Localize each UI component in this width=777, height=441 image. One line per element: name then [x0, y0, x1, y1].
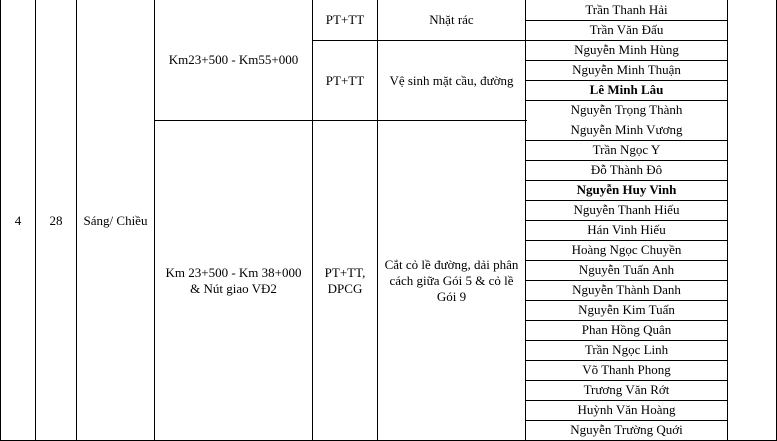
work-cell — [378, 121, 525, 441]
grid-line — [525, 220, 728, 221]
grid-line — [35, 0, 36, 441]
route-cell — [155, 0, 312, 120]
grid-line — [525, 420, 728, 421]
work-cell — [378, 0, 525, 40]
worker-name: Trương Văn Rớt — [583, 382, 670, 397]
grid-line — [154, 120, 527, 121]
unit-cell — [313, 41, 377, 120]
grid-line — [525, 80, 728, 81]
worker-name: Nguyễn Trường Quới — [570, 422, 683, 437]
worker-name: Võ Thanh Phong — [582, 362, 671, 377]
grid-line — [525, 160, 728, 161]
worker-name: Trần Ngọc Linh — [584, 342, 669, 357]
unit-cell — [313, 121, 377, 441]
work-text: Cắt cỏ lề đường, dải phân cách giữa Gói 5 & cỏ lề Gói 9 — [384, 257, 519, 304]
grid-line — [525, 200, 728, 201]
grid-line — [525, 360, 728, 361]
worker-name: Trần Thanh Hải — [585, 2, 668, 17]
grid-line — [525, 40, 728, 41]
unit-cell — [313, 0, 377, 40]
grid-line — [525, 180, 728, 181]
worker-name: Nguyễn Minh Hùng — [574, 42, 679, 57]
worker-name: Nguyễn Kim Tuấn — [578, 302, 675, 317]
worker-name: Nguyễn Minh Thuận — [572, 62, 681, 77]
grid-line — [312, 40, 527, 41]
worker-name: Nguyễn Trọng Thành — [570, 102, 683, 117]
grid-line — [525, 320, 728, 321]
grid-line — [525, 340, 728, 341]
worker-name: Huỳnh Văn Hoàng — [577, 402, 676, 417]
grid-line — [525, 100, 728, 101]
route-cell — [155, 121, 312, 441]
route-text: Km 23+500 - Km 38+000 & Nút giao VĐ2 — [165, 265, 302, 296]
worker-name: Nguyễn Tuấn Anh — [578, 262, 675, 277]
worker-name: Nguyễn Thanh Hiếu — [573, 202, 680, 217]
stt-value: 4 — [14, 212, 22, 228]
shift-cell — [77, 0, 154, 441]
route-text: Km23+500 - Km55+000 — [168, 52, 299, 67]
grid-line — [525, 280, 728, 281]
worker-name: Nguyễn Thành Danh — [572, 282, 681, 297]
grid-line — [525, 380, 728, 381]
grid-line — [377, 0, 378, 441]
grid-line — [525, 20, 728, 21]
worker-name: Đỗ Thành Đô — [590, 162, 663, 177]
grid-line — [76, 0, 77, 441]
work-text: Nhặt rác — [429, 12, 474, 27]
grid-line — [154, 0, 155, 441]
grid-line — [525, 60, 728, 61]
empty-note-cell — [728, 0, 776, 441]
number-cell — [36, 0, 76, 441]
grid-line — [525, 400, 728, 401]
unit-text: PT+TT — [325, 12, 365, 27]
worker-name: Nguyễn Huy Vinh — [576, 182, 677, 197]
grid-line — [525, 240, 728, 241]
grid-line — [312, 0, 313, 441]
worker-name: Phan Hồng Quân — [581, 322, 672, 337]
unit-text: PT+TT — [325, 72, 365, 88]
worker-name: Hán Vinh Hiếu — [587, 222, 666, 237]
worker-name: Nguyễn Minh Vương — [570, 122, 683, 137]
grid-line — [525, 260, 728, 261]
grid-line — [0, 0, 1, 441]
worker-name: Trần Văn Đấu — [589, 22, 664, 37]
grid-line — [525, 140, 728, 141]
shift-value: Sáng/ Chiều — [83, 212, 148, 228]
worker-name: Lê Minh Lâu — [589, 82, 664, 97]
work-text: Vệ sinh mặt cầu, đường — [389, 72, 514, 88]
number-value: 28 — [49, 212, 63, 228]
worker-name: Trần Ngọc Y — [592, 142, 661, 157]
worker-name: Hoàng Ngọc Chuyền — [571, 242, 682, 257]
stt-cell — [1, 0, 35, 441]
work-cell — [378, 41, 525, 120]
grid-line — [525, 300, 728, 301]
unit-text: PT+TT, DPCG — [324, 265, 366, 296]
